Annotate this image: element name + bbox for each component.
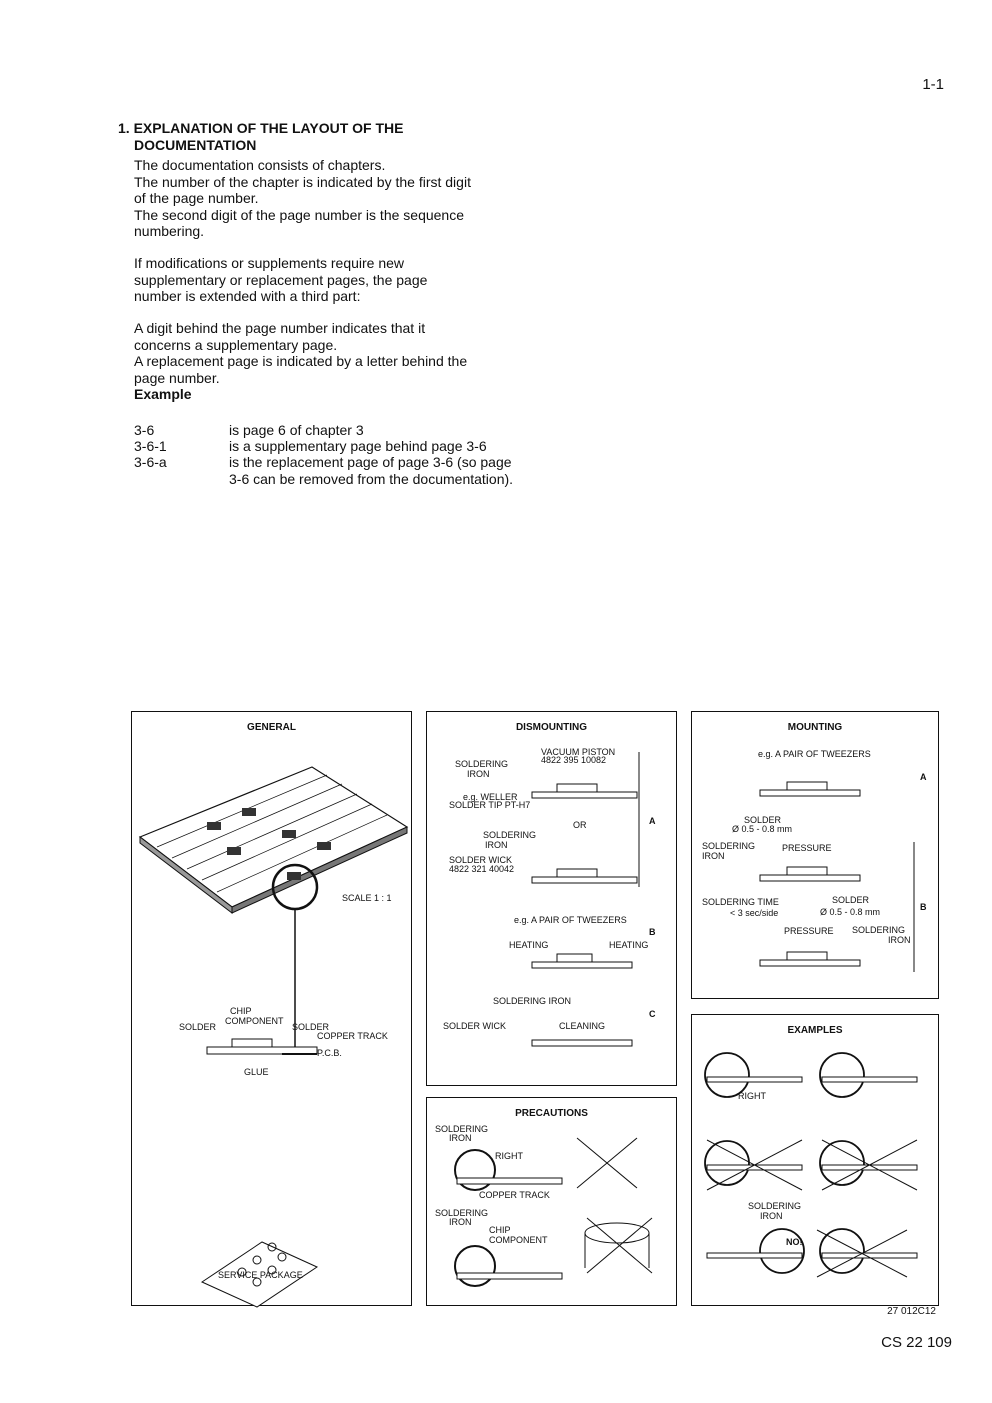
footer-code: CS 22 109 bbox=[881, 1334, 952, 1351]
figure-code: 27 012C12 bbox=[887, 1306, 936, 1317]
scale-label: SCALE 1 : 1 bbox=[342, 893, 392, 903]
paragraph-supplement: A digit behind the page number indicates that it concerns a supplementary page. A replacement page is indicated by a letter behind the page number. Example bbox=[134, 320, 514, 403]
page-number: 1-1 bbox=[922, 76, 944, 93]
paragraph-modifications: If modifications or supplements require new supplementary or replacement pages, the page number is extended with a third part: bbox=[134, 255, 428, 304]
panel-general: GENERAL SCALE 1 : 1 CHIP COMPONENT SOLDER SOLDER COPPER TRACK P.C.B. GLUE SERVICE PACKAGE bbox=[131, 711, 412, 1306]
panel-dismounting: DISMOUNTING VACUUM PISTON 4822 395 10082 SOLDERING IRON e.g. WELLER SOLDER TIP PT-H7 OR SOLDERING IRON SOLDER WICK 4822 321 40042 A e.g. A PAIR OF TWEEZERS B HEATING HEATING SOLDERING IRON C SOLDER WICK CLEANING bbox=[426, 711, 677, 1086]
paragraph-chapters: The documentation consists of chapters. The number of the chapter is indicated by the first digit of the page number. The second digit of the page number is the sequence numbering. bbox=[134, 157, 471, 239]
panel-mounting: MOUNTING e.g. A PAIR OF TWEEZERS A SOLDER Ø 0.5 - 0.8 mm SOLDERING IRON PRESSURE SOLDERING TIME < 3 sec/side SOLDER Ø 0.5 - 0.8 mm B PRESSURE SOLDERING IRON bbox=[691, 711, 939, 999]
panel-precautions: PRECAUTIONS SOLDERING IRON RIGHT COPPER TRACK SOLDERING IRON CHIP COMPONENT bbox=[426, 1097, 677, 1306]
section-heading: 1. EXPLANATION OF THE LAYOUT OF THE DOCUMENTATION bbox=[118, 120, 404, 153]
pcb-illustration bbox=[132, 712, 413, 1307]
panel-title: GENERAL bbox=[247, 722, 296, 733]
example-label: Example bbox=[134, 386, 192, 402]
panel-examples: EXAMPLES RIGHT SOLDERING IRON NO! bbox=[691, 1014, 939, 1306]
